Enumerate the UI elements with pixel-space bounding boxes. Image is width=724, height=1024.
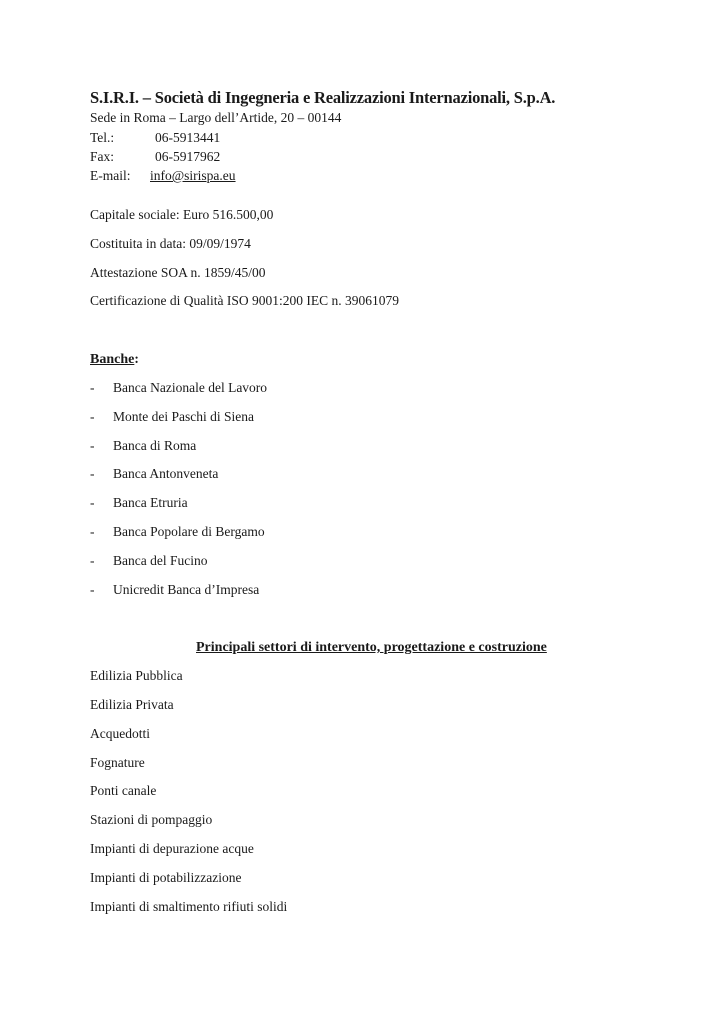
- fax-label: Fax:: [90, 149, 115, 164]
- email-label: E-mail:: [90, 168, 131, 183]
- list-bullet: -: [90, 466, 95, 481]
- list-bullet: -: [90, 380, 95, 395]
- list-bullet: -: [90, 409, 95, 424]
- banks-heading: [90, 351, 139, 368]
- bank-name: Monte dei Paschi di Siena: [113, 409, 254, 424]
- company-address: Sede in Roma – Largo dell’Artide, 20 – 00144: [90, 110, 342, 125]
- list-item: Ponti canale: [90, 783, 157, 798]
- list-bullet: -: [90, 582, 95, 597]
- costituita-data: Costituita in data: 09/09/1974: [90, 236, 251, 251]
- list-item: Impianti di depurazione acque: [90, 841, 254, 856]
- banks-heading-text: Banche: [90, 352, 135, 367]
- bank-name: Banca Etruria: [113, 495, 188, 510]
- tel-value: 06-5913441: [155, 130, 221, 145]
- bank-name: Banca Popolare di Bergamo: [113, 524, 265, 539]
- fax-value: 06-5917962: [155, 149, 221, 164]
- list-bullet: -: [90, 438, 95, 453]
- list-item: Edilizia Privata: [90, 697, 174, 712]
- list-bullet: -: [90, 524, 95, 539]
- list-bullet: -: [90, 553, 95, 568]
- list-item: Impianti di potabilizzazione: [90, 870, 242, 885]
- list-item: Acquedotti: [90, 726, 150, 741]
- bank-name: Banca Nazionale del Lavoro: [113, 380, 268, 395]
- certificazione-qualita: Certificazione di Qualità ISO 9001:200 IEC n. 39061079: [90, 293, 399, 308]
- bank-name: Banca Antonveneta: [113, 466, 219, 481]
- list-item: Fognature: [90, 755, 145, 770]
- company-title: S.I.R.I. – Società di Ingegneria e Realizzazioni Internazionali, S.p.A.: [90, 88, 556, 107]
- bank-name: Banca di Roma: [113, 438, 197, 453]
- bank-name: Unicredit Banca d’Impresa: [113, 582, 260, 597]
- list-item: Edilizia Pubblica: [90, 668, 183, 683]
- list-item: Impianti di smaltimento rifiuti solidi: [90, 899, 288, 914]
- list-item: Stazioni di pompaggio: [90, 812, 213, 827]
- bank-name: Banca del Fucino: [113, 553, 208, 568]
- tel-label: Tel.:: [90, 130, 115, 145]
- list-bullet: -: [90, 495, 95, 510]
- email-link[interactable]: info@sirispa.eu: [150, 168, 236, 183]
- sectors-heading: Principali settori di intervento, progettazione e costruzione: [196, 640, 547, 655]
- banks-heading-colon: :: [134, 351, 139, 366]
- attestazione-soa: Attestazione SOA n. 1859/45/00: [90, 265, 266, 280]
- capitale-sociale: Capitale sociale: Euro 516.500,00: [90, 207, 274, 222]
